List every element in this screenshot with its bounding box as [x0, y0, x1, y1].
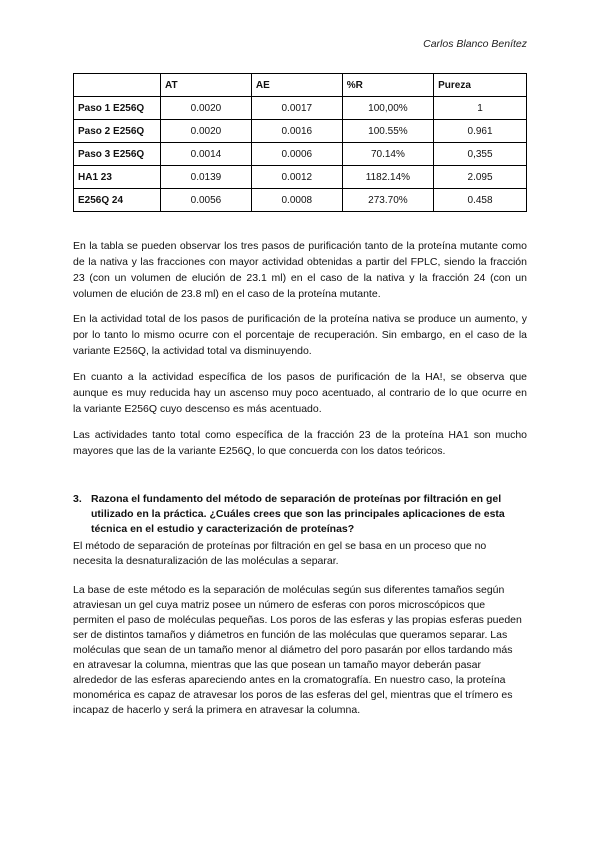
table-header-cell [74, 74, 161, 97]
paragraph-specific-activity: En cuanto a la actividad específica de los pasos de purificación de la HA!, se observa que aunque es muy reducida hay un ascenso muy poco acentuado, al contrario de lo que ocurre en la variante E256Q cuyo descenso es más acentuado. [73, 371, 527, 415]
purification-table [73, 73, 527, 212]
page-header-author: Carlos Blanco Benítez [423, 38, 527, 50]
answer-paragraph-intro: El método de separación de proteínas por filtración en gel se basa en un proceso que no necesita la desnaturalización de las moléculas a separar. [73, 540, 487, 567]
cell-r: 273.70% [342, 189, 433, 212]
table-row [74, 166, 527, 189]
question-text: Razona el fundamento del método de separación de proteínas por filtración en gel utilizado en la práctica. ¿Cuáles crees que son las principales aplicaciones de esta técnica en el estudio y caracterización de proteínas? [91, 493, 505, 535]
cell-ae: 0.0017 [251, 97, 342, 120]
question-number: 3. [73, 493, 82, 505]
cell-pureza: 1 [434, 97, 527, 120]
cell-r: 1182.14% [342, 166, 433, 189]
table-row [74, 189, 527, 212]
row-label: Paso 2 E256Q [74, 120, 161, 143]
table-row [74, 120, 527, 143]
table-row [74, 143, 527, 166]
paragraph-total-activity: En la actividad total de los pasos de purificación de la proteína nativa se produce un aumento, y por lo tanto lo mismo ocurre con el porcentaje de recuperación. Sin embargo, en el caso de la variante E256Q, la actividad total va disminuyendo. [73, 313, 527, 357]
answer-paragraph-basis: La base de este método es la separación de moléculas según sus diferentes tamaños según atraviesan un gel cuya matriz posee un número de esferas con poros microscópicos que permiten el paso de moléculas pequeñas. Los poros de las esferas y las propias esferas pueden ser de distintos tamaños y diámetros en función de las moléculas que queramos separar. Las moléculas que sean de un tamaño menor al diámetro del poro pasarán por ellos tardando más en atravesar la columna, mientras que las que posean un tamaño mayor deberán pasar alrededor de las esferas apareciendo antes en la cromatografía. En nuestro caso, la proteína monomérica es capaz de atravesar los poros de las esferas del gel, mientras que el trímero es incapaz de hacerlo y será la primera en atravesar la columna. [73, 584, 522, 716]
cell-at: 0.0014 [161, 143, 252, 166]
cell-ae: 0.0006 [251, 143, 342, 166]
cell-pureza: 2.095 [434, 166, 527, 189]
cell-at: 0.0020 [161, 97, 252, 120]
row-label: HA1 23 [74, 166, 161, 189]
row-label: Paso 3 E256Q [74, 143, 161, 166]
cell-at: 0.0056 [161, 189, 252, 212]
cell-at: 0.0139 [161, 166, 252, 189]
row-label: E256Q 24 [74, 189, 161, 212]
table-header-cell: Pureza [434, 74, 527, 97]
cell-r: 100,00% [342, 97, 433, 120]
cell-ae: 0.0012 [251, 166, 342, 189]
table-header-row [74, 74, 527, 97]
cell-pureza: 0.961 [434, 120, 527, 143]
cell-pureza: 0.458 [434, 189, 527, 212]
table-row [74, 97, 527, 120]
table-header-cell: %R [342, 74, 433, 97]
cell-r: 70.14% [342, 143, 433, 166]
table-header-cell: AE [251, 74, 342, 97]
cell-pureza: 0,355 [434, 143, 527, 166]
cell-r: 100.55% [342, 120, 433, 143]
row-label: Paso 1 E256Q [74, 97, 161, 120]
cell-at: 0.0020 [161, 120, 252, 143]
question-3 [73, 492, 527, 537]
cell-ae: 0.0008 [251, 189, 342, 212]
paragraph-fraction-comparison: Las actividades tanto total como específica de la fracción 23 de la proteína HA1 son mucho mayores que las de la variante E256Q, lo que concuerda con los datos teóricos. [73, 429, 527, 457]
table-header-cell: AT [161, 74, 252, 97]
paragraph-table-description: En la tabla se pueden observar los tres pasos de purificación tanto de la proteína mutante como de la nativa y las fracciones con mayor actividad obtenidas a partir del FPLC, siendo la fracción 23 (con un volumen de elución de 23.1 ml) en el caso de la nativa y la fracción 24 (con un volumen de elución de 23.8 ml) en el caso de la proteína mutante. [73, 240, 527, 300]
cell-ae: 0.0016 [251, 120, 342, 143]
